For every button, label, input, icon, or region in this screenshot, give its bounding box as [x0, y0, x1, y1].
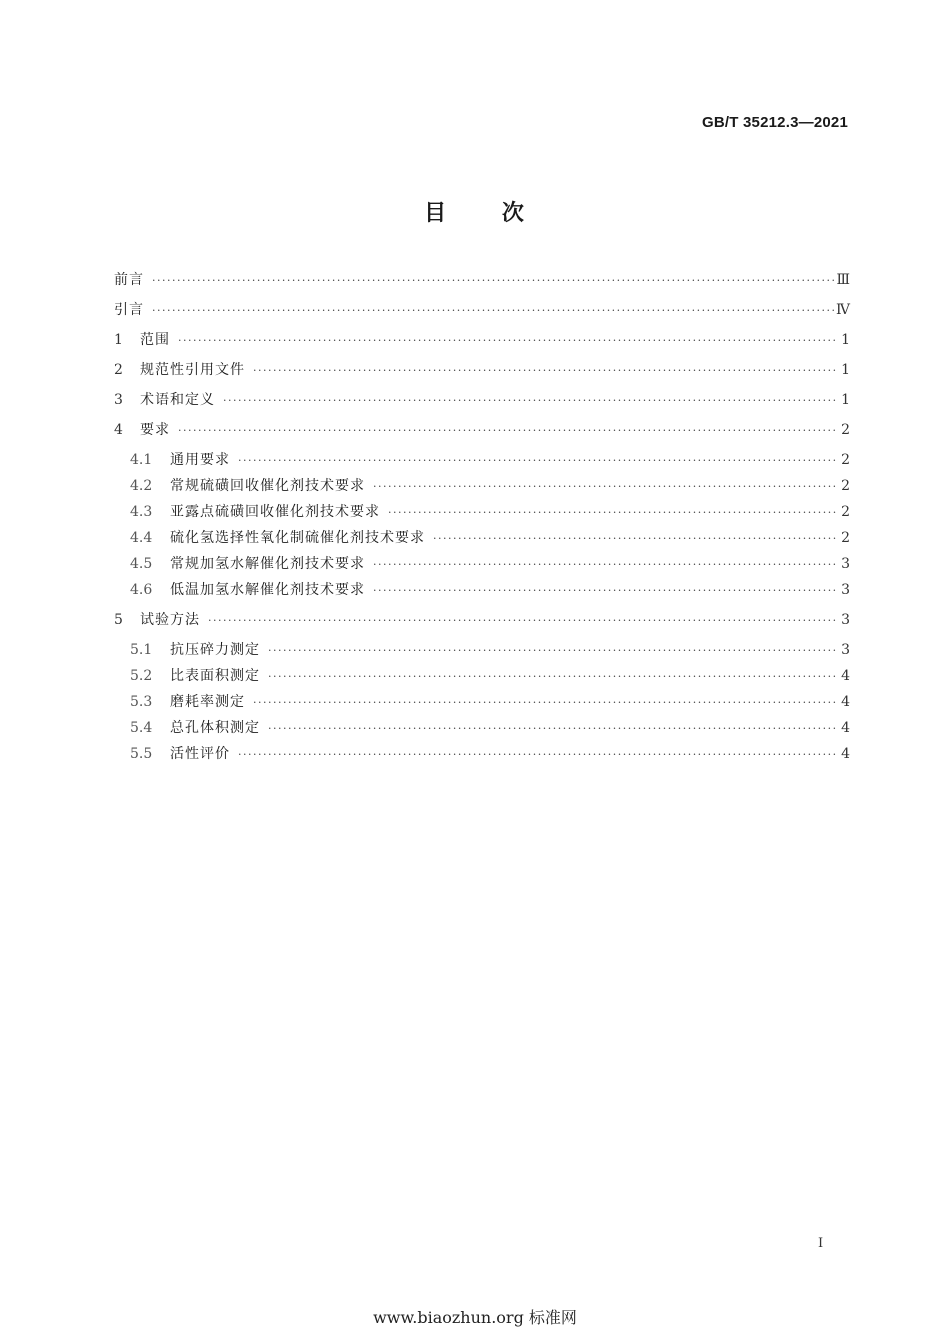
- toc-subentry[interactable]: [114, 476, 850, 497]
- leader-dots: [373, 581, 836, 601]
- toc-entry-page: 2: [841, 452, 850, 468]
- toc-entry-page: 4: [841, 668, 850, 684]
- toc-entry-page: 3: [841, 642, 850, 658]
- toc-entry[interactable]: [114, 330, 850, 351]
- toc-entry-page: 3: [841, 612, 850, 628]
- toc-entry-label: 比表面积测定: [170, 668, 260, 684]
- toc-subentry[interactable]: [114, 528, 850, 549]
- toc-subentry[interactable]: [114, 450, 850, 471]
- toc-entry-number: 4.5: [130, 556, 153, 572]
- leader-dots: [238, 745, 836, 765]
- toc-entry-page: 1: [841, 332, 850, 348]
- toc-entry-label: 常规硫磺回收催化剂技术要求: [170, 478, 365, 494]
- leader-dots: [152, 301, 836, 321]
- toc-entry-page: 4: [841, 720, 850, 736]
- toc-entry-number: 5.4: [130, 720, 153, 736]
- leader-dots: [223, 391, 836, 411]
- toc-entry-page: 4: [841, 746, 850, 762]
- toc-entry[interactable]: [114, 610, 850, 631]
- table-of-contents: [114, 270, 850, 770]
- toc-entry-page: 3: [841, 556, 850, 572]
- toc-entry-page: 1: [841, 392, 850, 408]
- toc-subentry[interactable]: [114, 554, 850, 575]
- toc-entry-page: 1: [841, 362, 850, 378]
- leader-dots: [238, 451, 836, 471]
- leader-dots: [208, 611, 836, 631]
- toc-subentry[interactable]: [114, 666, 850, 687]
- toc-entry-number: 5: [114, 612, 123, 628]
- toc-entry-label: 术语和定义: [140, 392, 215, 408]
- leader-dots: [253, 361, 836, 381]
- toc-subentry[interactable]: [114, 718, 850, 739]
- leader-dots: [373, 477, 836, 497]
- toc-entry-number: 3: [114, 392, 123, 408]
- toc-entry-number: 4.2: [130, 478, 153, 494]
- toc-entry-number: 5.5: [130, 746, 153, 762]
- toc-entry-page: 4: [841, 694, 850, 710]
- toc-entry[interactable]: [114, 420, 850, 441]
- toc-entry-label: 要求: [140, 422, 170, 438]
- toc-entry-label: 常规加氢水解催化剂技术要求: [170, 556, 365, 572]
- leader-dots: [268, 641, 836, 661]
- toc-entry-number: 5.2: [130, 668, 153, 684]
- toc-entry-page: 3: [841, 582, 850, 598]
- toc-subentry[interactable]: [114, 692, 850, 713]
- toc-entry-number: 1: [114, 332, 123, 348]
- toc-subentry[interactable]: [114, 502, 850, 523]
- leader-dots: [152, 271, 836, 291]
- toc-entry-label: 试验方法: [140, 612, 200, 628]
- toc-entry-page: Ⅳ: [836, 302, 850, 318]
- toc-entry-label: 总孔体积测定: [170, 720, 260, 736]
- toc-entry-number: 5.3: [130, 694, 153, 710]
- leader-dots: [178, 331, 836, 351]
- leader-dots: [268, 719, 836, 739]
- toc-entry-label: 前言: [114, 272, 144, 288]
- toc-entry-page: Ⅲ: [836, 272, 850, 288]
- toc-entry-number: 4.3: [130, 504, 153, 520]
- toc-entry-page: 2: [841, 504, 850, 520]
- toc-entry-label: 抗压碎力测定: [170, 642, 260, 658]
- toc-entry-page: 2: [841, 530, 850, 546]
- page-title: 目 次: [424, 201, 526, 226]
- leader-dots: [178, 421, 836, 441]
- toc-entry-number: 4.4: [130, 530, 153, 546]
- toc-entry-number: 5.1: [130, 642, 153, 658]
- toc-entry-label: 规范性引用文件: [140, 362, 245, 378]
- toc-entry-label: 亚露点硫磺回收催化剂技术要求: [170, 504, 380, 520]
- toc-entry[interactable]: [114, 300, 850, 321]
- toc-subentry[interactable]: [114, 580, 850, 601]
- toc-entry-number: 4.6: [130, 582, 153, 598]
- toc-entry-label: 活性评价: [170, 746, 230, 762]
- toc-entry-number: 4: [114, 422, 123, 438]
- page-number: I: [818, 1236, 824, 1251]
- toc-subentry[interactable]: [114, 640, 850, 661]
- toc-entry-label: 引言: [114, 302, 144, 318]
- toc-entry[interactable]: [114, 360, 850, 381]
- site-watermark: www.biaozhun.org 标准网: [373, 1308, 577, 1327]
- toc-entry-label: 通用要求: [170, 452, 230, 468]
- toc-entry-page: 2: [841, 422, 850, 438]
- leader-dots: [388, 503, 836, 523]
- toc-entry-number: 2: [114, 362, 123, 378]
- toc-entry[interactable]: [114, 270, 850, 291]
- toc-entry-label: 范围: [140, 332, 170, 348]
- leader-dots: [373, 555, 836, 575]
- leader-dots: [268, 667, 836, 687]
- leader-dots: [253, 693, 836, 713]
- toc-entry-page: 2: [841, 478, 850, 494]
- toc-subentry[interactable]: [114, 744, 850, 765]
- toc-entry-label: 低温加氢水解催化剂技术要求: [170, 582, 365, 598]
- leader-dots: [433, 529, 836, 549]
- toc-entry[interactable]: [114, 390, 850, 411]
- standard-code: GB/T 35212.3—2021: [702, 114, 848, 131]
- toc-entry-label: 磨耗率测定: [170, 694, 245, 710]
- toc-entry-number: 4.1: [130, 452, 153, 468]
- toc-entry-label: 硫化氢选择性氧化制硫催化剂技术要求: [170, 530, 425, 546]
